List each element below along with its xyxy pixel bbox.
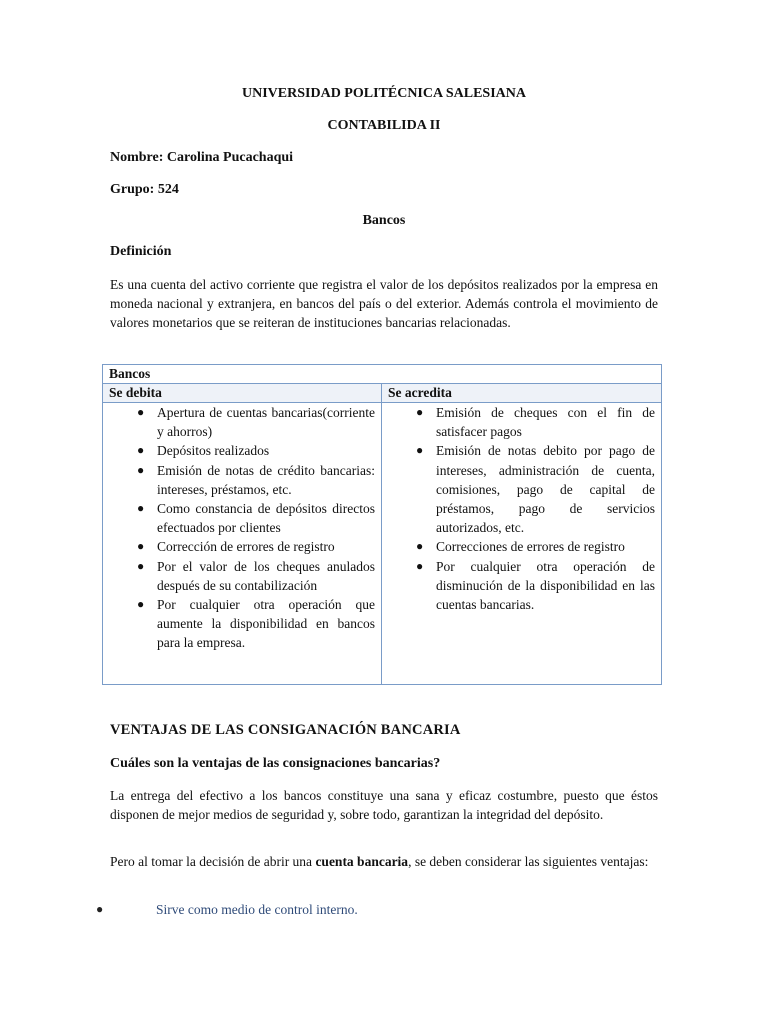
- ventajas-paragraph-2: Pero al tomar la decisión de abrir una cuenta bancaria, se deben considerar las siguientes ventajas:: [110, 854, 649, 869]
- list-item: ● Depósitos realizados: [109, 441, 375, 460]
- table-body-row: [103, 403, 662, 685]
- bullet-icon: ●: [416, 558, 424, 573]
- bullet-icon: ●: [96, 902, 104, 916]
- bullet-icon: ●: [137, 462, 145, 477]
- list-item: ● Como constancia de depósitos directos efectuados por clientes: [137, 501, 375, 536]
- definition-paragraph: [110, 275, 658, 332]
- debit-header: Se debita: [103, 384, 382, 403]
- credit-cell: [382, 403, 662, 685]
- bullet-icon: ●: [137, 443, 145, 458]
- list-item: ● Por cualquier otra operación que aumente la disponibilidad en bancos para la empresa.: [137, 597, 375, 651]
- table-title: Bancos: [103, 365, 662, 384]
- definition-text: Es una cuenta del activo corriente que registra el valor de los depósitos realizados por la empresa en moneda nacional y extranjera, en bancos del país o del exterior. Además controla el movimiento de valores monetarios que se reiteran de instituciones bancarias relacionadas.: [110, 277, 658, 330]
- bancos-table: [102, 364, 662, 685]
- student-name: Nombre: Carolina Pucachaqui: [110, 150, 294, 165]
- group-number: Grupo: 524: [110, 182, 179, 197]
- bullet-icon: ●: [137, 501, 145, 516]
- list-item: ● Correcciones de errores de registro: [388, 537, 655, 556]
- table-title-row: [103, 365, 662, 384]
- list-item: ● Emisión de cheques con el fin de satisfacer pagos: [416, 405, 656, 440]
- bullet-icon: ●: [416, 405, 424, 419]
- ventajas-bullet-text: Sirve como medio de control interno.: [156, 902, 358, 917]
- list-item: ● Emisión de notas debito por pago de intereses, administración de cuenta, comisiones, pago de capital de préstamos, pago de servicios autorizados, etc.: [416, 443, 656, 536]
- credit-header: Se acredita: [382, 384, 662, 403]
- list-item: ● Por el valor de los cheques anulados después de su contabilización: [137, 558, 375, 593]
- bullet-icon: ●: [137, 405, 145, 419]
- ventajas-heading: VENTAJAS DE LAS CONSIGANACIÓN BANCARIA: [110, 722, 461, 738]
- bullet-icon: ●: [137, 558, 145, 573]
- definition-heading: Definición: [110, 244, 172, 259]
- list-item: ● Corrección de errores de registro: [109, 537, 375, 556]
- debit-list: [109, 403, 375, 653]
- list-item: ● Emisión de notas de crédito bancarias: intereses, préstamos, etc.: [137, 462, 375, 497]
- ventajas-question: Cuáles son la ventajas de las consignaciones bancarias?: [110, 756, 441, 771]
- debit-cell: [103, 403, 382, 685]
- credit-list: [388, 403, 655, 614]
- table-header-row: [103, 384, 662, 403]
- cuenta-bancaria-term: cuenta bancaria: [315, 854, 409, 869]
- topic-title: Bancos: [362, 213, 406, 228]
- list-item: ● Por cualquier otra operación de disminución de la disponibilidad en las cuentas bancarias.: [416, 558, 656, 613]
- bullet-icon: ●: [416, 443, 424, 458]
- bullet-icon: ●: [416, 539, 424, 554]
- bullet-icon: ●: [137, 539, 145, 554]
- bullet-icon: ●: [137, 597, 145, 612]
- course-title: CONTABILIDA II: [327, 118, 441, 133]
- ventajas-paragraph-1: La entrega del efectivo a los bancos constituye una sana y eficaz costumbre, puesto que éstos disponen de mejor medios de seguridad y, sobre todo, garantizan la integridad del depósito.: [110, 788, 658, 822]
- list-item: ● Apertura de cuentas bancarias(corriente y ahorros): [137, 405, 375, 440]
- university-title: UNIVERSIDAD POLITÉCNICA SALESIANA: [242, 86, 526, 101]
